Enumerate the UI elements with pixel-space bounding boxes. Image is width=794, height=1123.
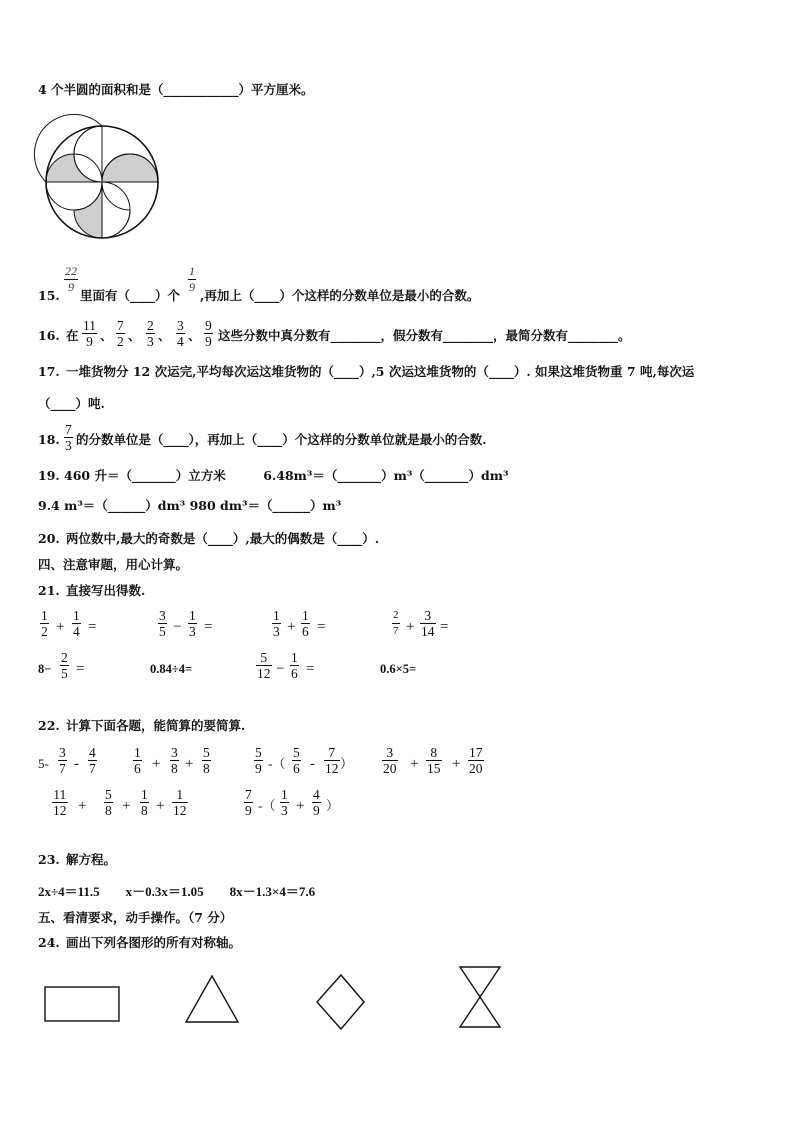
q22-e2-op2: + — [185, 756, 194, 772]
q16-prefix: 在 — [66, 328, 79, 343]
q22-e6-op1: -（ — [258, 798, 276, 813]
q22-e5-frac1: $\frac{11}{12}$ — [53, 787, 67, 818]
q22-e6-frac3: $\frac{4}{9}$ — [313, 787, 320, 818]
q17-line2: （____）吨. — [38, 396, 105, 411]
q22-e2-op1: + — [152, 756, 161, 772]
q22-e5-frac4: $\frac{1}{12}$ — [173, 787, 187, 818]
q21-r1-a-frac1: $\frac{1}{2}$ — [41, 608, 48, 639]
q15-text-b: ,再加上（____）个这样的分数单位是最小的合数。 — [200, 288, 480, 303]
q21-r1-d-op: + — [406, 619, 415, 635]
q22-e4-frac2: $\frac{8}{15}$ — [427, 745, 441, 776]
q22-e5-frac2: $\frac{5}{8}$ — [105, 787, 112, 818]
q22-e4-frac1: $\frac{3}{20}$ — [383, 745, 397, 776]
q23-title: 解方程。 — [66, 852, 117, 867]
q22-e3-op2: - — [310, 756, 315, 772]
q21-r1-a-frac2: $\frac{1}{4}$ — [73, 608, 80, 639]
q19-number: 19. — [38, 468, 60, 483]
q21-title: 直接写出得数. — [66, 583, 146, 598]
q21-r2-b: 0.84÷4= — [150, 662, 193, 676]
q15-text-a: 里面有（____）个 — [80, 288, 181, 303]
q18-number: 18. — [38, 432, 60, 447]
q22-e1-frac1: $\frac{3}{7}$ — [59, 745, 66, 776]
q23-equations: 2x÷4＝11.5 x－0.3x＝1.05 8x－1.3×4＝7.6 — [38, 884, 316, 899]
q21-r2-c-frac2: $\frac{1}{6}$ — [291, 650, 298, 681]
q16-fraction-11-9: $\frac{11}{9}$ — [83, 318, 96, 349]
q21-r2-c-op: − — [276, 661, 285, 677]
q16-number: 16. — [38, 328, 60, 343]
q23-number: 23. — [38, 852, 60, 867]
q21-r1-d-eq: = — [440, 619, 449, 635]
q22-e1-frac2: $\frac{4}{7}$ — [89, 745, 96, 776]
q22-e5-frac3: $\frac{1}{8}$ — [141, 787, 148, 818]
q22-e4-op1: + — [410, 756, 419, 772]
hourglass-shape — [456, 964, 506, 1030]
semicircle-figure — [42, 122, 162, 242]
q22-e2-frac1: $\frac{1}{6}$ — [134, 745, 141, 776]
q22-e3-frac2: $\frac{5}{6}$ — [293, 745, 300, 776]
q19-line2: 9.4 m³＝（______）dm³ 980 dm³＝（______）m³ — [38, 498, 342, 513]
q20-number: 20. — [38, 531, 60, 546]
q21-r1-c-eq: = — [317, 619, 326, 635]
q15-fraction-22-9: $\frac{22}{9}$ — [65, 264, 77, 294]
q21-r1-a-eq: = — [88, 619, 97, 635]
q22-e2-frac2: $\frac{3}{8}$ — [171, 745, 178, 776]
q22-e5-op3: + — [156, 798, 165, 814]
q22-e3-close: ） — [340, 756, 354, 771]
rhombus-shape — [314, 973, 370, 1033]
q22-e1-lead: 5- — [38, 756, 49, 771]
q14-text: 4 个半圆的面积和是（____________）平方厘米。 — [38, 82, 314, 97]
q21-r2-c-eq: = — [306, 661, 315, 677]
q21-r1-b-frac2: $\frac{1}{3}$ — [189, 608, 196, 639]
q21-r2-d: 0.6×5= — [380, 662, 417, 676]
q15-fraction-1-9: $\frac{1}{9}$ — [189, 264, 195, 294]
q24-number: 24. — [38, 935, 60, 950]
q24-title: 画出下列各图形的所有对称轴。 — [66, 935, 242, 950]
q22-e2-frac3: $\frac{5}{8}$ — [203, 745, 210, 776]
q15-number: 15. — [38, 288, 60, 303]
q21-r1-b-eq: = — [204, 619, 213, 635]
q18-fraction-7-3: $\frac{7}{3}$ — [65, 422, 72, 453]
q21-r2-c-frac1: $\frac{5}{12}$ — [257, 650, 271, 681]
q22-e6-close: ） — [326, 798, 340, 813]
q22-e4-frac3: $\frac{17}{20}$ — [469, 745, 483, 776]
q22-e3-frac3: $\frac{7}{12}$ — [325, 745, 339, 776]
q21-r1-c-op: + — [287, 619, 296, 635]
q16-separator: 、 — [158, 328, 171, 343]
q16-fraction-7-2: $\frac{7}{2}$ — [117, 318, 124, 349]
q16-separator: 、 — [188, 328, 201, 343]
q21-r1-c-frac2: $\frac{1}{6}$ — [302, 608, 309, 639]
q21-r2-a-prefix: 8− — [38, 662, 52, 676]
q16-fraction-9-9: $\frac{9}{9}$ — [205, 318, 212, 349]
q20-text: 两位数中,最大的奇数是（____）,最大的偶数是（____）. — [66, 531, 380, 546]
q22-e3-op1: -（ — [268, 756, 286, 771]
q19-line1: 460 升＝（_______）立方米 6.48m³＝（_______）m³（_______）dm³ — [64, 468, 509, 483]
q16-fraction-2-3: $\frac{2}{3}$ — [147, 318, 154, 349]
q22-e1-op: - — [74, 756, 79, 772]
q21-r1-c-frac1: $\frac{1}{3}$ — [273, 608, 280, 639]
q21-r1-d-frac1: $\frac{2}{7}$ — [393, 609, 399, 637]
q22-e5-op2: + — [122, 798, 131, 814]
section-4-title: 四、注意审题，用心计算。 — [38, 557, 189, 572]
q21-r1-b-op: − — [173, 619, 182, 635]
q21-r2-a-eq: = — [76, 661, 85, 677]
q21-r1-d-frac2: $\frac{3}{14}$ — [421, 608, 435, 639]
q22-e6-frac2: $\frac{1}{3}$ — [281, 787, 288, 818]
q22-title: 计算下面各题，能简算的要简算. — [66, 718, 246, 733]
triangle-shape — [182, 974, 242, 1024]
q16-text: 这些分数中真分数有________，假分数有________，最简分数有________。 — [218, 328, 631, 343]
q17-number: 17. — [38, 364, 60, 379]
rectangle-shape — [44, 984, 124, 1024]
q22-e6-op2: + — [296, 798, 305, 814]
q22-number: 22. — [38, 718, 60, 733]
section-5-title: 五、看清要求，动手操作。（7 分） — [38, 910, 233, 925]
q16-separator: 、 — [128, 328, 141, 343]
q16-separator: 、 — [100, 328, 113, 343]
q22-e4-op2: + — [452, 756, 461, 772]
q22-e6-frac1: $\frac{7}{9}$ — [245, 787, 252, 818]
q21-r1-b-frac1: $\frac{3}{5}$ — [159, 608, 166, 639]
q18-text: 的分数单位是（____），再加上（____）个这样的分数单位就是最小的合数. — [76, 432, 487, 447]
q21-r1-a-op: + — [56, 619, 65, 635]
q22-e5-op1: + — [78, 798, 87, 814]
q21-r2-a-frac: $\frac{2}{5}$ — [61, 650, 68, 681]
q16-fraction-3-4: $\frac{3}{4}$ — [177, 318, 184, 349]
q22-e3-frac1: $\frac{5}{9}$ — [255, 745, 262, 776]
q21-number: 21. — [38, 583, 60, 598]
q17-line1: 一堆货物分 12 次运完,平均每次运这堆货物的（____）,5 次运这堆货物的（____）. 如果这堆货物重 7 吨,每次运 — [66, 364, 695, 379]
